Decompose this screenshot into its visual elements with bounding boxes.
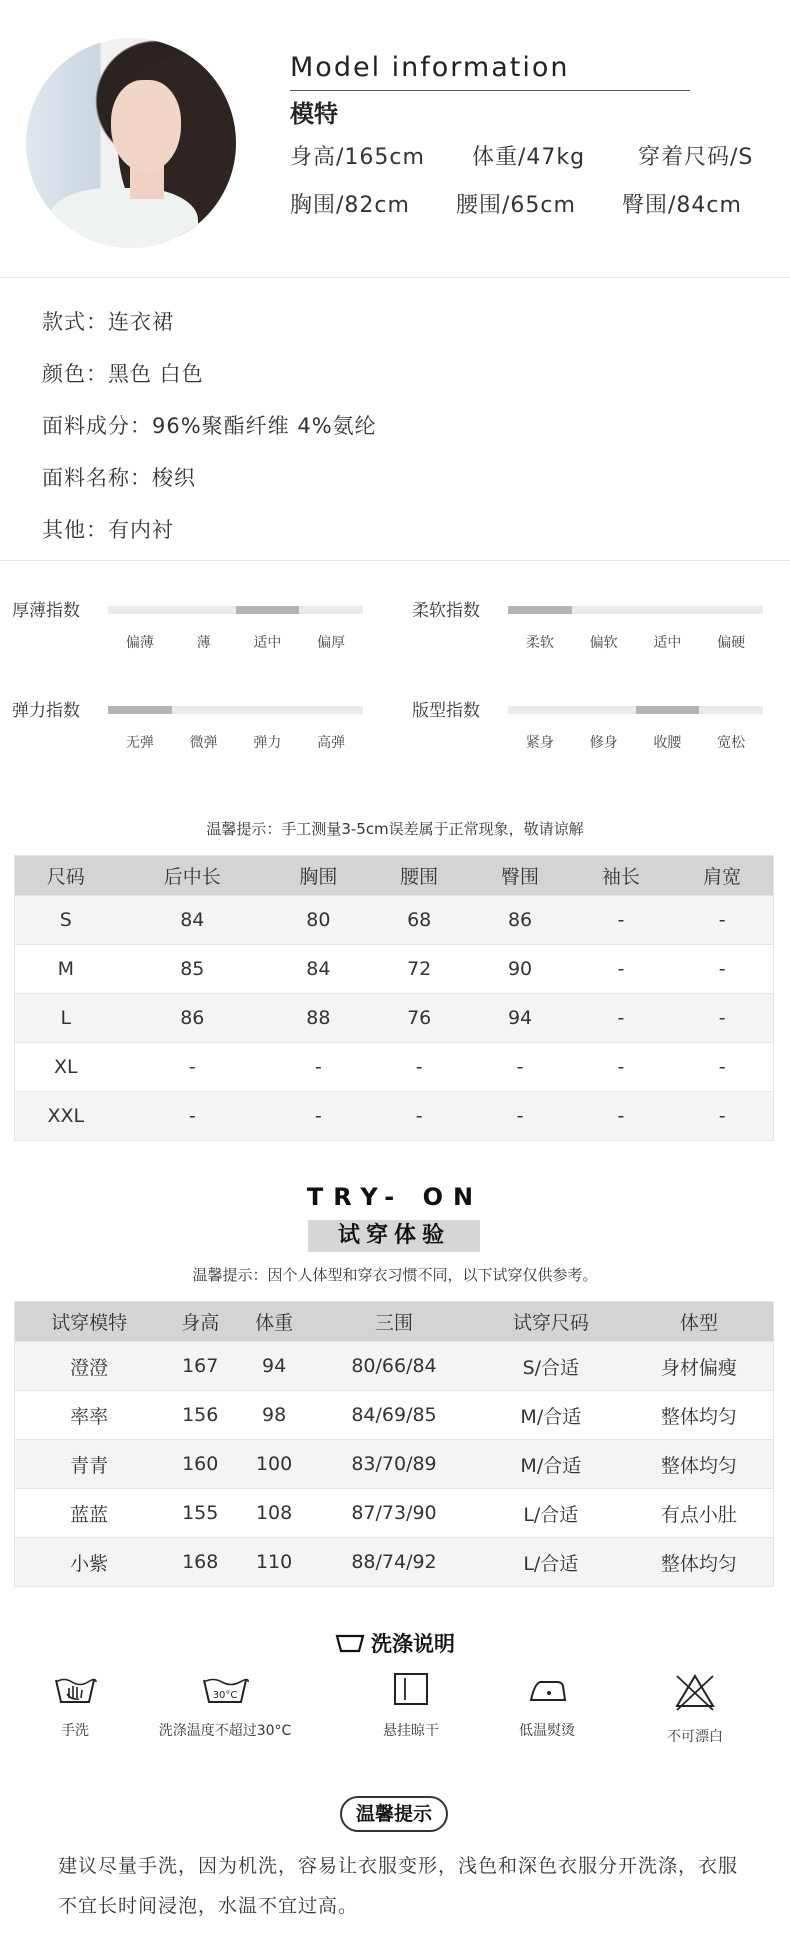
table-cell: 整体均匀 <box>625 1538 774 1587</box>
table-row <box>15 1440 774 1489</box>
index-label-fit: 版型指数 <box>412 701 480 721</box>
no-bleach-icon <box>673 1672 717 1712</box>
model-weight: 体重/47kg <box>472 145 586 170</box>
wash-item-hand-wash <box>0 1672 150 1740</box>
attribute-color: 颜色：黑色 白色 <box>42 362 204 386</box>
table-cell: - <box>117 1092 268 1141</box>
table-cell: M/合适 <box>477 1440 625 1489</box>
index-track-elasticity <box>108 706 363 714</box>
table-cell: 小紫 <box>15 1538 164 1587</box>
model-photo-face <box>111 80 181 172</box>
index-fill-fit <box>636 706 700 714</box>
table-cell: XXL <box>15 1092 117 1141</box>
table-row <box>15 1538 774 1587</box>
wash-item-label: 低温熨烫 <box>519 1723 575 1739</box>
table-header-cell: 体型 <box>625 1302 774 1342</box>
index-option: 薄 <box>196 635 211 651</box>
table-header-cell: 试穿模特 <box>15 1302 164 1342</box>
table-cell: - <box>671 994 773 1043</box>
table-cell: 88 <box>268 994 369 1043</box>
model-height: 身高/165cm <box>290 145 425 170</box>
size-table <box>14 855 774 1141</box>
table-cell: 68 <box>369 896 470 945</box>
table-cell: M/合适 <box>477 1391 625 1440</box>
index-option: 适中 <box>253 635 282 651</box>
table-cell: 90 <box>470 945 571 994</box>
table-cell: - <box>671 1043 773 1092</box>
model-info-subtitle: 模特 <box>290 100 338 128</box>
table-cell: 83/70/89 <box>311 1440 477 1489</box>
index-label-thickness: 厚薄指数 <box>12 601 80 621</box>
wash-30-icon-text: 30°C <box>212 1690 238 1701</box>
table-header-cell: 袖长 <box>570 856 671 896</box>
model-waist: 腰围/65cm <box>456 193 576 218</box>
index-option: 偏硬 <box>717 635 746 651</box>
table-header-cell: 三围 <box>311 1302 477 1342</box>
tryon-tip: 温馨提示：因个人体型和穿衣习惯不同，以下试穿仅供参考。 <box>192 1266 598 1284</box>
table-cell: - <box>470 1043 571 1092</box>
wash-30-icon <box>201 1672 249 1706</box>
index-option: 微弹 <box>189 735 218 751</box>
table-cell: 84 <box>268 945 369 994</box>
table-header-cell: 胸围 <box>268 856 369 896</box>
table-cell: - <box>369 1043 470 1092</box>
table-cell: 青青 <box>15 1440 164 1489</box>
table-row <box>15 1043 774 1092</box>
model-photo <box>26 38 236 248</box>
index-option: 偏软 <box>589 635 618 651</box>
notice-title: 温馨提示 <box>340 1796 448 1832</box>
table-cell: 84/69/85 <box>311 1391 477 1440</box>
index-track-softness <box>508 606 763 614</box>
attribute-other: 其他：有内衬 <box>42 518 174 542</box>
table-cell: 94 <box>237 1342 311 1391</box>
index-option: 宽松 <box>717 735 746 751</box>
table-cell: 85 <box>117 945 268 994</box>
table-cell: - <box>117 1043 268 1092</box>
table-cell: - <box>570 896 671 945</box>
model-info-title: Model information <box>290 52 570 83</box>
model-hip: 臀围/84cm <box>622 193 742 218</box>
table-cell: - <box>570 994 671 1043</box>
table-row <box>15 1391 774 1440</box>
table-cell: 100 <box>237 1440 311 1489</box>
table-cell: S <box>15 896 117 945</box>
table-header-cell: 后中长 <box>117 856 268 896</box>
index-option: 紧身 <box>525 735 554 751</box>
table-cell: 88/74/92 <box>311 1538 477 1587</box>
table-header-cell: 身高 <box>163 1302 237 1342</box>
index-option: 无弹 <box>125 735 154 751</box>
table-cell: 110 <box>237 1538 311 1587</box>
table-header-cell: 臀围 <box>470 856 571 896</box>
index-option: 修身 <box>589 735 618 751</box>
model-photo-dress <box>48 188 198 248</box>
model-bust: 胸围/82cm <box>290 193 410 218</box>
table-cell: - <box>470 1092 571 1141</box>
index-option: 弹力 <box>253 735 282 751</box>
table-cell: - <box>570 1092 671 1141</box>
table-cell: M <box>15 945 117 994</box>
table-header-cell: 肩宽 <box>671 856 773 896</box>
table-cell: 98 <box>237 1391 311 1440</box>
index-fill-elasticity <box>108 706 172 714</box>
tryon-subtitle: 试穿体验 <box>308 1220 480 1252</box>
table-cell: L/合适 <box>477 1489 625 1538</box>
table-cell: 72 <box>369 945 470 994</box>
table-cell: S/合适 <box>477 1342 625 1391</box>
index-option: 高弹 <box>317 735 346 751</box>
table-cell: - <box>570 1043 671 1092</box>
table-row <box>15 945 774 994</box>
wash-item-label: 洗涤温度不超过30°C <box>158 1723 292 1739</box>
size-table-tip: 温馨提示：手工测量3-5cm误差属于正常现象，敬请谅解 <box>206 820 584 838</box>
index-label-elasticity: 弹力指数 <box>12 701 80 721</box>
attribute-composition: 面料成分：96%聚酯纤维 4%氨纶 <box>42 414 377 438</box>
size-table-header <box>15 856 774 896</box>
index-option: 偏厚 <box>317 635 346 651</box>
table-cell: 率率 <box>15 1391 164 1440</box>
index-fill-softness <box>508 606 572 614</box>
table-cell: 整体均匀 <box>625 1391 774 1440</box>
table-cell: 80 <box>268 896 369 945</box>
wash-item-30c <box>150 1672 300 1740</box>
index-option: 适中 <box>653 635 682 651</box>
low-iron-icon <box>525 1672 569 1706</box>
table-cell: 蓝蓝 <box>15 1489 164 1538</box>
table-cell: XL <box>15 1043 117 1092</box>
table-cell: 整体均匀 <box>625 1440 774 1489</box>
table-header-cell: 体重 <box>237 1302 311 1342</box>
tryon-table <box>14 1301 774 1587</box>
index-option: 偏薄 <box>125 635 154 651</box>
table-cell: 87/73/90 <box>311 1489 477 1538</box>
index-track-thickness <box>108 606 363 614</box>
index-label-softness: 柔软指数 <box>412 601 480 621</box>
table-cell: 80/66/84 <box>311 1342 477 1391</box>
wash-item-low-iron <box>472 1672 622 1740</box>
table-cell: 94 <box>470 994 571 1043</box>
tryon-title: TRY- ON <box>306 1183 484 1211</box>
wash-item-hang-dry <box>336 1672 486 1740</box>
divider <box>0 277 790 278</box>
model-info-section <box>0 0 790 276</box>
basin-icon <box>335 1633 365 1653</box>
index-option: 柔软 <box>525 635 554 651</box>
table-row <box>15 994 774 1043</box>
table-cell: 108 <box>237 1489 311 1538</box>
divider <box>0 560 790 561</box>
table-cell: 160 <box>163 1440 237 1489</box>
table-cell: 澄澄 <box>15 1342 164 1391</box>
table-cell: 86 <box>470 896 571 945</box>
hand-wash-icon <box>53 1672 97 1706</box>
table-cell: 86 <box>117 994 268 1043</box>
table-cell: - <box>671 896 773 945</box>
model-info-underline <box>290 90 690 91</box>
table-cell: 167 <box>163 1342 237 1391</box>
table-header-cell: 腰围 <box>369 856 470 896</box>
wash-item-label: 手洗 <box>61 1723 89 1739</box>
table-row <box>15 1092 774 1141</box>
index-option: 收腰 <box>653 735 682 751</box>
wash-item-no-bleach <box>620 1672 770 1746</box>
notice-text: 建议尽量手洗，因为机洗，容易让衣服变形，浅色和深色衣服分开洗涤，衣服不宜长时间浸泡，水温不宜过高。 <box>58 1855 739 1917</box>
model-size: 穿着尺码/S <box>638 145 754 170</box>
table-cell: 有点小肚 <box>625 1489 774 1538</box>
tryon-table-header <box>15 1302 774 1342</box>
table-cell: - <box>570 945 671 994</box>
table-cell: L/合适 <box>477 1538 625 1587</box>
table-cell: 身材偏瘦 <box>625 1342 774 1391</box>
table-cell: 155 <box>163 1489 237 1538</box>
table-cell: L <box>15 994 117 1043</box>
table-row <box>15 896 774 945</box>
table-cell: 76 <box>369 994 470 1043</box>
index-track-fit <box>508 706 763 714</box>
washing-title <box>0 1628 790 1658</box>
wash-item-label: 悬挂晾干 <box>383 1723 439 1739</box>
table-cell: - <box>671 945 773 994</box>
hang-dry-icon <box>393 1672 429 1706</box>
table-cell: 168 <box>163 1538 237 1587</box>
table-cell: - <box>369 1092 470 1141</box>
index-fill-thickness <box>236 606 300 614</box>
table-cell: - <box>268 1092 369 1141</box>
table-cell: 156 <box>163 1391 237 1440</box>
table-cell: 84 <box>117 896 268 945</box>
table-header-cell: 试穿尺码 <box>477 1302 625 1342</box>
attribute-fabric: 面料名称：梭织 <box>42 466 196 490</box>
table-row <box>15 1342 774 1391</box>
table-row <box>15 1489 774 1538</box>
table-cell: - <box>671 1092 773 1141</box>
wash-item-label: 不可漂白 <box>667 1729 723 1745</box>
attribute-style: 款式：连衣裙 <box>42 310 174 334</box>
table-header-cell: 尺码 <box>15 856 117 896</box>
washing-title-text: 洗涤说明 <box>371 1632 455 1656</box>
table-cell: - <box>268 1043 369 1092</box>
